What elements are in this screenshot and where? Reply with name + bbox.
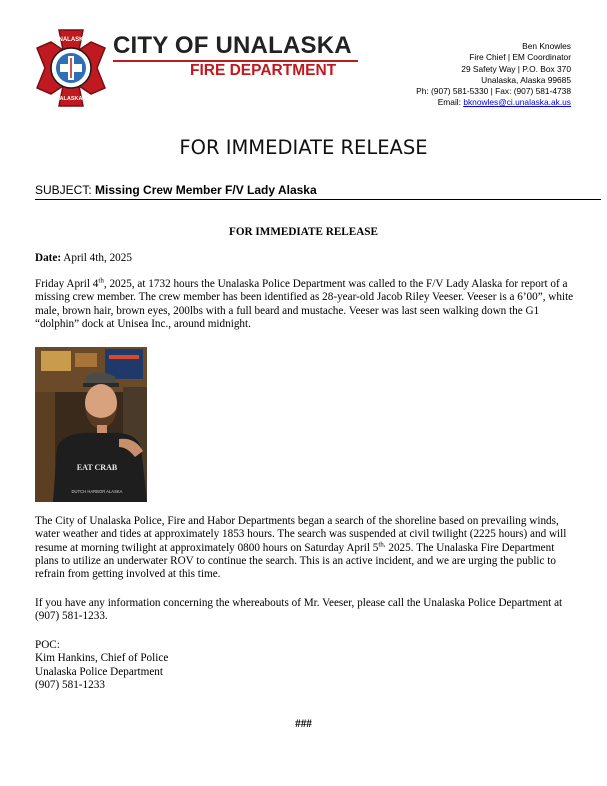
svg-text:ALASKA: ALASKA	[59, 96, 83, 102]
date-line	[35, 252, 132, 265]
subject-rule	[35, 199, 601, 200]
contact-role: Fire Chief | EM Coordinator	[469, 52, 571, 63]
end-mark: ###	[295, 718, 312, 730]
paragraph-incident	[35, 278, 575, 331]
p2-text-a: The City of Unalaska Police, Fire and Habor Departments began a search of the shoreline based on prevailing winds, water weather and tides at approximately 1853 hours. The search was suspended at civil twilight (2225 hours) and will resume at morning twilight at approximately 0800 hours on Saturday April 5	[35, 515, 567, 554]
subject-line	[35, 183, 317, 197]
paragraph-contact: If you have any information concerning the whereabouts of Mr. Veeser, please call the Unalaska Police Department at (907) 581-1233.	[35, 597, 563, 623]
poc-block	[35, 639, 168, 692]
contact-name: Ben Knowles	[522, 41, 571, 51]
date-value: April 4th, 2025	[61, 252, 132, 264]
release-line: FOR IMMEDIATE RELEASE	[229, 226, 378, 238]
date-label: Date:	[35, 252, 62, 264]
contact-email-link[interactable]: bknowles@ci.unalaska.ak.us	[463, 97, 571, 108]
contact-email-line	[416, 97, 571, 108]
contact-address: 29 Safety Way | P.O. Box 370	[461, 63, 571, 74]
contact-block	[416, 41, 571, 109]
contact-phone: Ph: (907) 581-5330 | Fax: (907) 581-4738	[416, 86, 571, 97]
paragraph-search	[35, 515, 575, 581]
p2-sup: th,	[378, 539, 386, 548]
contact-email-label: Email:	[437, 97, 464, 108]
poc-label: POC:	[35, 639, 60, 651]
poc-name: Kim Hankins, Chief of Police	[35, 652, 169, 665]
poc-department: Unalaska Police Department	[35, 665, 163, 678]
p1-text-a: Friday April 4	[35, 278, 99, 290]
p1-sup: th	[98, 276, 104, 285]
fire-department-logo	[35, 28, 107, 108]
contact-city: Unalaska, Alaska 99685	[481, 74, 571, 85]
subject-label: SUBJECT:	[35, 183, 96, 197]
svg-text:DUTCH HARBOR ALASKA: DUTCH HARBOR ALASKA	[71, 489, 123, 494]
svg-text:EAT CRAB: EAT CRAB	[76, 463, 118, 472]
release-heading: FOR IMMEDIATE RELEASE	[179, 136, 428, 159]
department-title: FIRE DEPARTMENT	[190, 62, 337, 79]
svg-text:UNALASKA: UNALASKA	[54, 37, 88, 43]
p1-text-b: , 2025, at 1732 hours the Unalaska Police Department was called to the F/V Lady Alaska for report of a missing crew member. The crew member has been identified as 28-year-old Jacob Riley Veeser. Veeser is a 6’00”, white male, brown hair, brown eyes, 200lbs with a full beard and mustache. Veeser was last seen walking down the G1 “dolphin” dock at Unisea Inc., around midnight.	[35, 278, 574, 330]
p2-text-b: 2025. The Unalaska Fire Department plans to utilize an underwater ROV to continue the search. This is an active incident, and we are urging the public to refrain from getting involved at this time.	[35, 541, 557, 581]
missing-person-photo	[35, 347, 147, 502]
city-title: CITY OF UNALASKA	[113, 32, 352, 59]
poc-phone: (907) 581-1233	[35, 678, 105, 691]
subject-text: Missing Crew Member F/V Lady Alaska	[95, 183, 317, 197]
